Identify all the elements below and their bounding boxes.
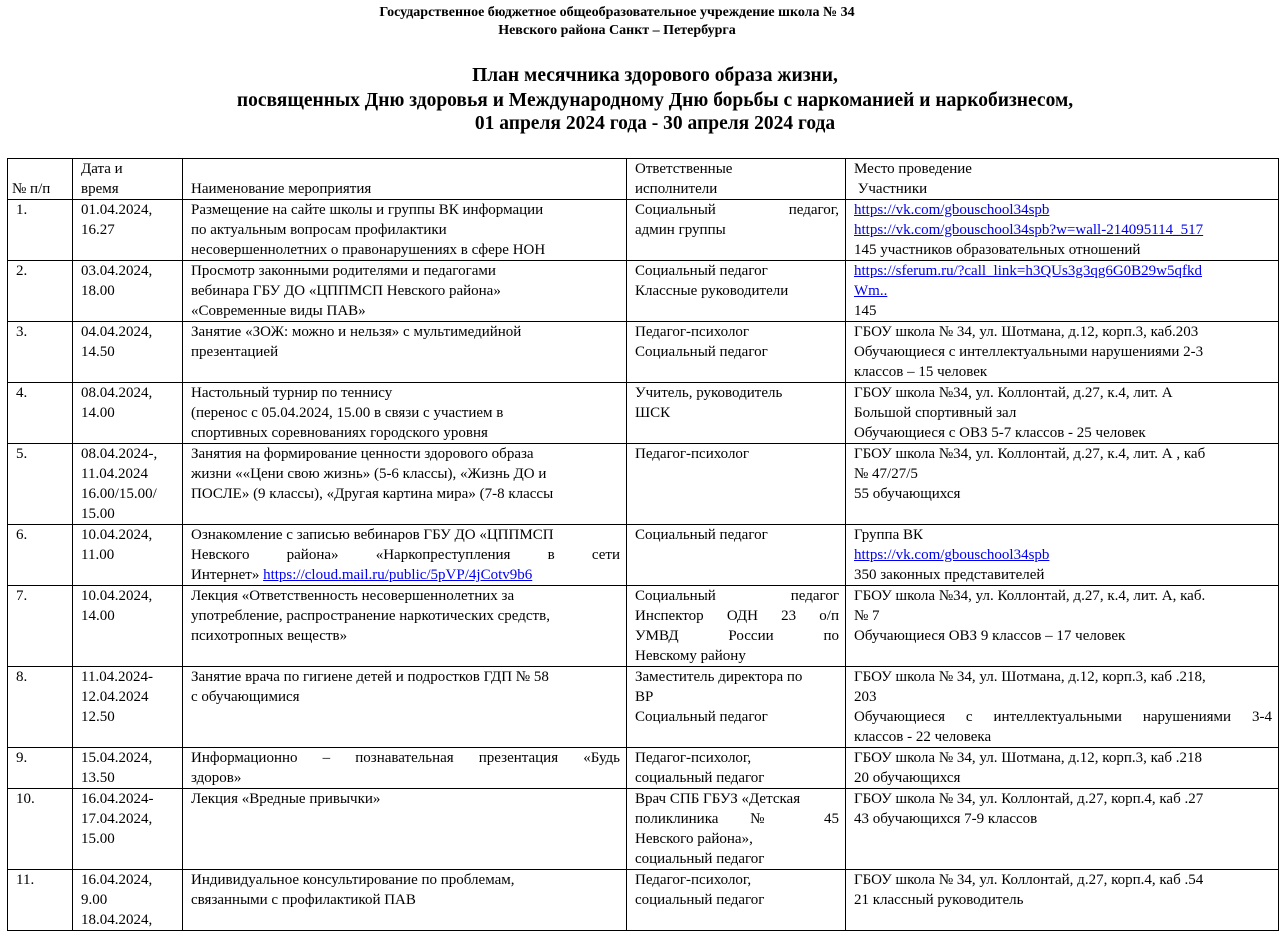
event-name-line: вебинара ГБУ ДО «ЦППМСП Невского района» bbox=[191, 283, 501, 299]
responsible-line: УМВД России по bbox=[635, 628, 839, 644]
row-number bbox=[8, 667, 73, 748]
place-link[interactable]: https://sferum.ru/?call_link=h3QUs3g3qg6G0B29w5qfkd bbox=[854, 263, 1203, 279]
event-name-line: связанными с профилактикой ПАВ bbox=[191, 892, 416, 908]
responsible-line: Социальный педагог bbox=[635, 588, 839, 604]
row-number-label: 7. bbox=[16, 588, 28, 604]
row-number-label: 8. bbox=[16, 669, 28, 685]
place-line: классов - 22 человека bbox=[854, 729, 992, 745]
date-line: 08.04.2024-, bbox=[81, 446, 158, 462]
event-date-time bbox=[73, 748, 183, 789]
responsible-line: Педагог-психолог, bbox=[635, 872, 752, 888]
event-date-time bbox=[73, 322, 183, 383]
place-line: ГБОУ школа № 34, ул. Коллонтай, д.27, корп.4, каб .54 bbox=[854, 872, 1204, 888]
column-header-responsible-line: исполнители bbox=[635, 181, 718, 197]
row-number bbox=[8, 261, 73, 322]
place-and-participants bbox=[846, 586, 1279, 667]
responsible-line: Социальный педагог bbox=[635, 709, 768, 725]
event-date-time bbox=[73, 586, 183, 667]
place-line: 43 обучающихся 7-9 классов bbox=[854, 811, 1038, 827]
event-name bbox=[183, 200, 627, 261]
column-header-place-line: Участники bbox=[854, 181, 928, 197]
column-header-responsible bbox=[627, 159, 846, 200]
row-number bbox=[8, 748, 73, 789]
table-row bbox=[8, 322, 1279, 383]
row-number bbox=[8, 200, 73, 261]
column-header-event bbox=[183, 159, 627, 200]
responsible-line: Социальный педагог, bbox=[635, 202, 839, 218]
row-number-label: 5. bbox=[16, 446, 28, 462]
row-number bbox=[8, 870, 73, 931]
responsible-persons bbox=[627, 525, 846, 586]
date-line: 10.04.2024, bbox=[81, 588, 153, 604]
event-name bbox=[183, 789, 627, 870]
responsible-line: социальный педагог bbox=[635, 892, 765, 908]
event-name-line: презентацией bbox=[191, 344, 279, 360]
event-name-line: Лекция «Вредные привычки» bbox=[191, 791, 381, 807]
date-line: 12.50 bbox=[81, 709, 115, 725]
place-line: ГБОУ школа № 34, ул. Шотмана, д.12, корп.3, каб .218 bbox=[854, 750, 1202, 766]
responsible-persons bbox=[627, 444, 846, 525]
responsible-line: Социальный педагог bbox=[635, 527, 768, 543]
place-and-participants bbox=[846, 383, 1279, 444]
responsible-line: Социальный педагог bbox=[635, 263, 768, 279]
event-name-line: здоров» bbox=[191, 770, 242, 786]
responsible-line: Педагог-психолог, bbox=[635, 750, 752, 766]
place-line: 55 обучающихся bbox=[854, 486, 961, 502]
responsible-persons bbox=[627, 870, 846, 931]
place-line: ГБОУ школа №34, ул. Коллонтай, д.27, к.4, лит. А bbox=[854, 385, 1173, 401]
event-name-line: употребление, распространение наркотических средств, bbox=[191, 608, 550, 624]
place-line: ГБОУ школа № 34, ул. Шотмана, д.12, корп.3, каб .218, bbox=[854, 669, 1206, 685]
row-number-label: 6. bbox=[16, 527, 28, 543]
responsible-persons bbox=[627, 322, 846, 383]
responsible-line: Невского района», bbox=[635, 831, 753, 847]
event-name bbox=[183, 444, 627, 525]
table-row bbox=[8, 261, 1279, 322]
row-number-label: 2. bbox=[16, 263, 28, 279]
responsible-line: Педагог-психолог bbox=[635, 446, 750, 462]
event-date-time bbox=[73, 525, 183, 586]
event-name-line: с обучающимися bbox=[191, 689, 300, 705]
row-number bbox=[8, 586, 73, 667]
responsible-line: админ группы bbox=[635, 222, 726, 238]
row-number bbox=[8, 322, 73, 383]
place-line: Группа ВК bbox=[854, 527, 924, 543]
place-and-participants bbox=[846, 200, 1279, 261]
column-header-num bbox=[8, 159, 73, 200]
event-name-line: (перенос с 05.04.2024, 15.00 в связи с участием в bbox=[191, 405, 504, 421]
place-line: Обучающиеся с интеллектуальными нарушениями 2-3 bbox=[854, 344, 1204, 360]
place-and-participants bbox=[846, 322, 1279, 383]
column-header-num-label: № п/п bbox=[12, 181, 51, 197]
place-line: Большой спортивный зал bbox=[854, 405, 1017, 421]
place-and-participants bbox=[846, 525, 1279, 586]
event-name-line: Индивидуальное консультирование по проблемам, bbox=[191, 872, 515, 888]
event-name bbox=[183, 667, 627, 748]
column-header-date-line: Дата и bbox=[81, 161, 123, 177]
table-row bbox=[8, 383, 1279, 444]
event-date-time bbox=[73, 789, 183, 870]
event-name-line: Размещение на сайте школы и группы ВК информации bbox=[191, 202, 544, 218]
date-line: 14.00 bbox=[81, 608, 115, 624]
place-line: Обучающиеся с интеллектуальными нарушениями 3-4 bbox=[854, 709, 1272, 725]
event-name bbox=[183, 525, 627, 586]
event-name-line: «Современные виды ПАВ» bbox=[191, 303, 366, 319]
event-date-time bbox=[73, 383, 183, 444]
event-name-line: по актуальным вопросам профилактики bbox=[191, 222, 447, 238]
responsible-line: Инспектор ОДН 23 о/п bbox=[635, 608, 839, 624]
date-line: 15.00 bbox=[81, 831, 115, 847]
table-row bbox=[8, 200, 1279, 261]
table-row bbox=[8, 586, 1279, 667]
responsible-line: социальный педагог bbox=[635, 851, 765, 867]
document-date-range: 01 апреля 2024 года - 30 апреля 2024 года bbox=[474, 113, 836, 134]
event-name bbox=[183, 870, 627, 931]
table-row bbox=[8, 444, 1279, 525]
place-line: 20 обучающихся bbox=[854, 770, 961, 786]
place-line: Обучающиеся ОВЗ 9 классов – 17 человек bbox=[854, 628, 1126, 644]
table-row bbox=[8, 667, 1279, 748]
responsible-line: Врач СПБ ГБУЗ «Детская bbox=[635, 791, 801, 807]
row-number bbox=[8, 525, 73, 586]
event-date-time bbox=[73, 667, 183, 748]
date-line: 9.00 bbox=[81, 892, 108, 908]
responsible-persons bbox=[627, 667, 846, 748]
place-line: ГБОУ школа № 34, ул. Коллонтай, д.27, корп.4, каб .27 bbox=[854, 791, 1204, 807]
event-name-line: Занятие «ЗОЖ: можно и нельзя» с мультимедийной bbox=[191, 324, 522, 340]
event-name-line: Невского района» «Наркопреступления в сети bbox=[191, 547, 620, 563]
event-name-line: Просмотр законными родителями и педагогами bbox=[191, 263, 496, 279]
date-line: 16.00/15.00/ bbox=[81, 486, 157, 502]
event-date-time bbox=[73, 870, 183, 931]
date-line: 03.04.2024, bbox=[81, 263, 153, 279]
place-and-participants bbox=[846, 870, 1279, 931]
event-name-line: Информационно – познавательная презентация «Будь bbox=[191, 750, 620, 766]
document-title: План месячника здорового образа жизни, bbox=[472, 65, 838, 86]
date-line: 18.00 bbox=[81, 283, 115, 299]
row-number-label: 4. bbox=[16, 385, 28, 401]
responsible-persons bbox=[627, 748, 846, 789]
place-line: классов – 15 человек bbox=[854, 364, 988, 380]
event-name bbox=[183, 261, 627, 322]
column-header-date-line: время bbox=[81, 181, 119, 197]
table-row bbox=[8, 748, 1279, 789]
organization-district: Невского района Санкт – Петербурга bbox=[498, 23, 736, 38]
place-line: ГБОУ школа №34, ул. Коллонтай, д.27, к.4, лит. А , каб bbox=[854, 446, 1206, 462]
place-line: 350 законных представителей bbox=[854, 567, 1045, 583]
responsible-persons bbox=[627, 383, 846, 444]
row-number bbox=[8, 789, 73, 870]
event-name-line: Интернет» bbox=[191, 567, 260, 583]
date-line: 11.04.2024- bbox=[81, 669, 153, 685]
event-name-line: Занятие врача по гигиене детей и подростков ГДП № 58 bbox=[191, 669, 549, 685]
place-and-participants bbox=[846, 748, 1279, 789]
event-name-line: Настольный турнир по теннису bbox=[191, 385, 393, 401]
place-and-participants bbox=[846, 444, 1279, 525]
event-name bbox=[183, 322, 627, 383]
responsible-line: Классные руководители bbox=[635, 283, 789, 299]
event-name bbox=[183, 586, 627, 667]
place-and-participants bbox=[846, 667, 1279, 748]
document-subtitle: посвященных Дню здоровья и Международному Дню борьбы с наркоманией и наркобизнесом, bbox=[236, 90, 1074, 111]
event-recording-link[interactable]: https://cloud.mail.ru/public/5pVP/4jCotv9b6 bbox=[263, 567, 533, 583]
place-line: 203 bbox=[854, 689, 877, 705]
table-row bbox=[8, 525, 1279, 586]
responsible-line: поликлиника № 45 bbox=[635, 811, 839, 827]
date-line: 16.04.2024, bbox=[81, 872, 153, 888]
column-header-responsible-line: Ответственные bbox=[635, 161, 733, 177]
event-name-line: Лекция «Ответственность несовершеннолетних за bbox=[191, 588, 515, 604]
place-line: ГБОУ школа №34, ул. Коллонтай, д.27, к.4, лит. А, каб. bbox=[854, 588, 1206, 604]
date-line: 04.04.2024, bbox=[81, 324, 153, 340]
date-line: 15.00 bbox=[81, 506, 115, 522]
date-line: 11.04.2024 bbox=[81, 466, 148, 482]
column-header-place-line: Место проведение bbox=[854, 161, 972, 177]
place-and-participants bbox=[846, 261, 1279, 322]
place-link[interactable]: https://vk.com/gbouschool34spb?w=wall-214095114_517 bbox=[854, 222, 1204, 238]
responsible-line: Невскому району bbox=[635, 648, 746, 664]
responsible-line: ШСК bbox=[635, 405, 671, 421]
responsible-line: Заместитель директора по bbox=[635, 669, 803, 685]
event-date-time bbox=[73, 444, 183, 525]
date-line: 18.04.2024, bbox=[81, 912, 153, 928]
place-link[interactable]: Wm.. bbox=[854, 283, 888, 299]
place-line: № 7 bbox=[854, 608, 880, 624]
date-line: 10.04.2024, bbox=[81, 527, 153, 543]
row-number-label: 10. bbox=[16, 791, 35, 807]
responsible-line: Педагог-психолог bbox=[635, 324, 750, 340]
responsible-line: ВР bbox=[635, 689, 654, 705]
event-date-time bbox=[73, 200, 183, 261]
responsible-persons bbox=[627, 789, 846, 870]
event-name-line: Ознакомление с записью вебинаров ГБУ ДО «ЦППМСП bbox=[191, 527, 554, 543]
responsible-persons bbox=[627, 586, 846, 667]
event-name-line: жизни ««Цени свою жизнь» (5-6 классы), «Жизнь ДО и bbox=[191, 466, 547, 482]
date-line: 12.04.2024 bbox=[81, 689, 149, 705]
date-line: 16.27 bbox=[81, 222, 115, 238]
row-number bbox=[8, 444, 73, 525]
place-line: 145 участников образовательных отношений bbox=[854, 242, 1141, 258]
events-table bbox=[7, 158, 1279, 931]
event-name-line: Занятия на формирование ценности здорового образа bbox=[191, 446, 534, 462]
responsible-persons bbox=[627, 261, 846, 322]
row-number-label: 9. bbox=[16, 750, 28, 766]
row-number-label: 3. bbox=[16, 324, 28, 340]
responsible-line: Социальный педагог bbox=[635, 344, 768, 360]
event-name bbox=[183, 383, 627, 444]
responsible-line: социальный педагог bbox=[635, 770, 765, 786]
column-header-event-label: Наименование мероприятия bbox=[191, 181, 372, 197]
date-line: 13.50 bbox=[81, 770, 115, 786]
table-row bbox=[8, 789, 1279, 870]
column-header-place bbox=[846, 159, 1279, 200]
table-header-row bbox=[8, 159, 1279, 200]
date-line: 08.04.2024, bbox=[81, 385, 153, 401]
place-link[interactable]: https://vk.com/gbouschool34spb bbox=[854, 202, 1050, 218]
date-line: 11.00 bbox=[81, 547, 115, 563]
event-name-line: несовершеннолетних о правонарушениях в сфере НОН bbox=[191, 242, 546, 258]
event-name bbox=[183, 748, 627, 789]
date-line: 17.04.2024, bbox=[81, 811, 153, 827]
date-line: 14.50 bbox=[81, 344, 115, 360]
place-and-participants bbox=[846, 789, 1279, 870]
place-line: 145 bbox=[854, 303, 877, 319]
table-row bbox=[8, 870, 1279, 931]
place-line: ГБОУ школа № 34, ул. Шотмана, д.12, корп.3, каб.203 bbox=[854, 324, 1199, 340]
responsible-persons bbox=[627, 200, 846, 261]
place-line: Обучающиеся с ОВЗ 5-7 классов - 25 человек bbox=[854, 425, 1146, 441]
column-header-date bbox=[73, 159, 183, 200]
organization-name: Государственное бюджетное общеобразовательное учреждение школа № 34 bbox=[379, 5, 855, 20]
event-name-line: психотропных веществ» bbox=[191, 628, 348, 644]
event-name-line-with-link bbox=[191, 565, 620, 585]
date-line: 16.04.2024- bbox=[81, 791, 154, 807]
date-line: 14.00 bbox=[81, 405, 115, 421]
responsible-line: Учитель, руководитель bbox=[635, 385, 783, 401]
row-number bbox=[8, 383, 73, 444]
row-number-label: 1. bbox=[16, 202, 28, 218]
place-line: № 47/27/5 bbox=[854, 466, 918, 482]
place-line: 21 классный руководитель bbox=[854, 892, 1024, 908]
date-line: 15.04.2024, bbox=[81, 750, 153, 766]
event-name-line: ПОСЛЕ» (9 классы), «Другая картина мира» (7-8 классы bbox=[191, 486, 554, 502]
place-link[interactable]: https://vk.com/gbouschool34spb bbox=[854, 547, 1050, 563]
event-date-time bbox=[73, 261, 183, 322]
event-name-line: спортивных соревнованиях городского уровня bbox=[191, 425, 488, 441]
date-line: 01.04.2024, bbox=[81, 202, 153, 218]
row-number-label: 11. bbox=[16, 872, 35, 888]
